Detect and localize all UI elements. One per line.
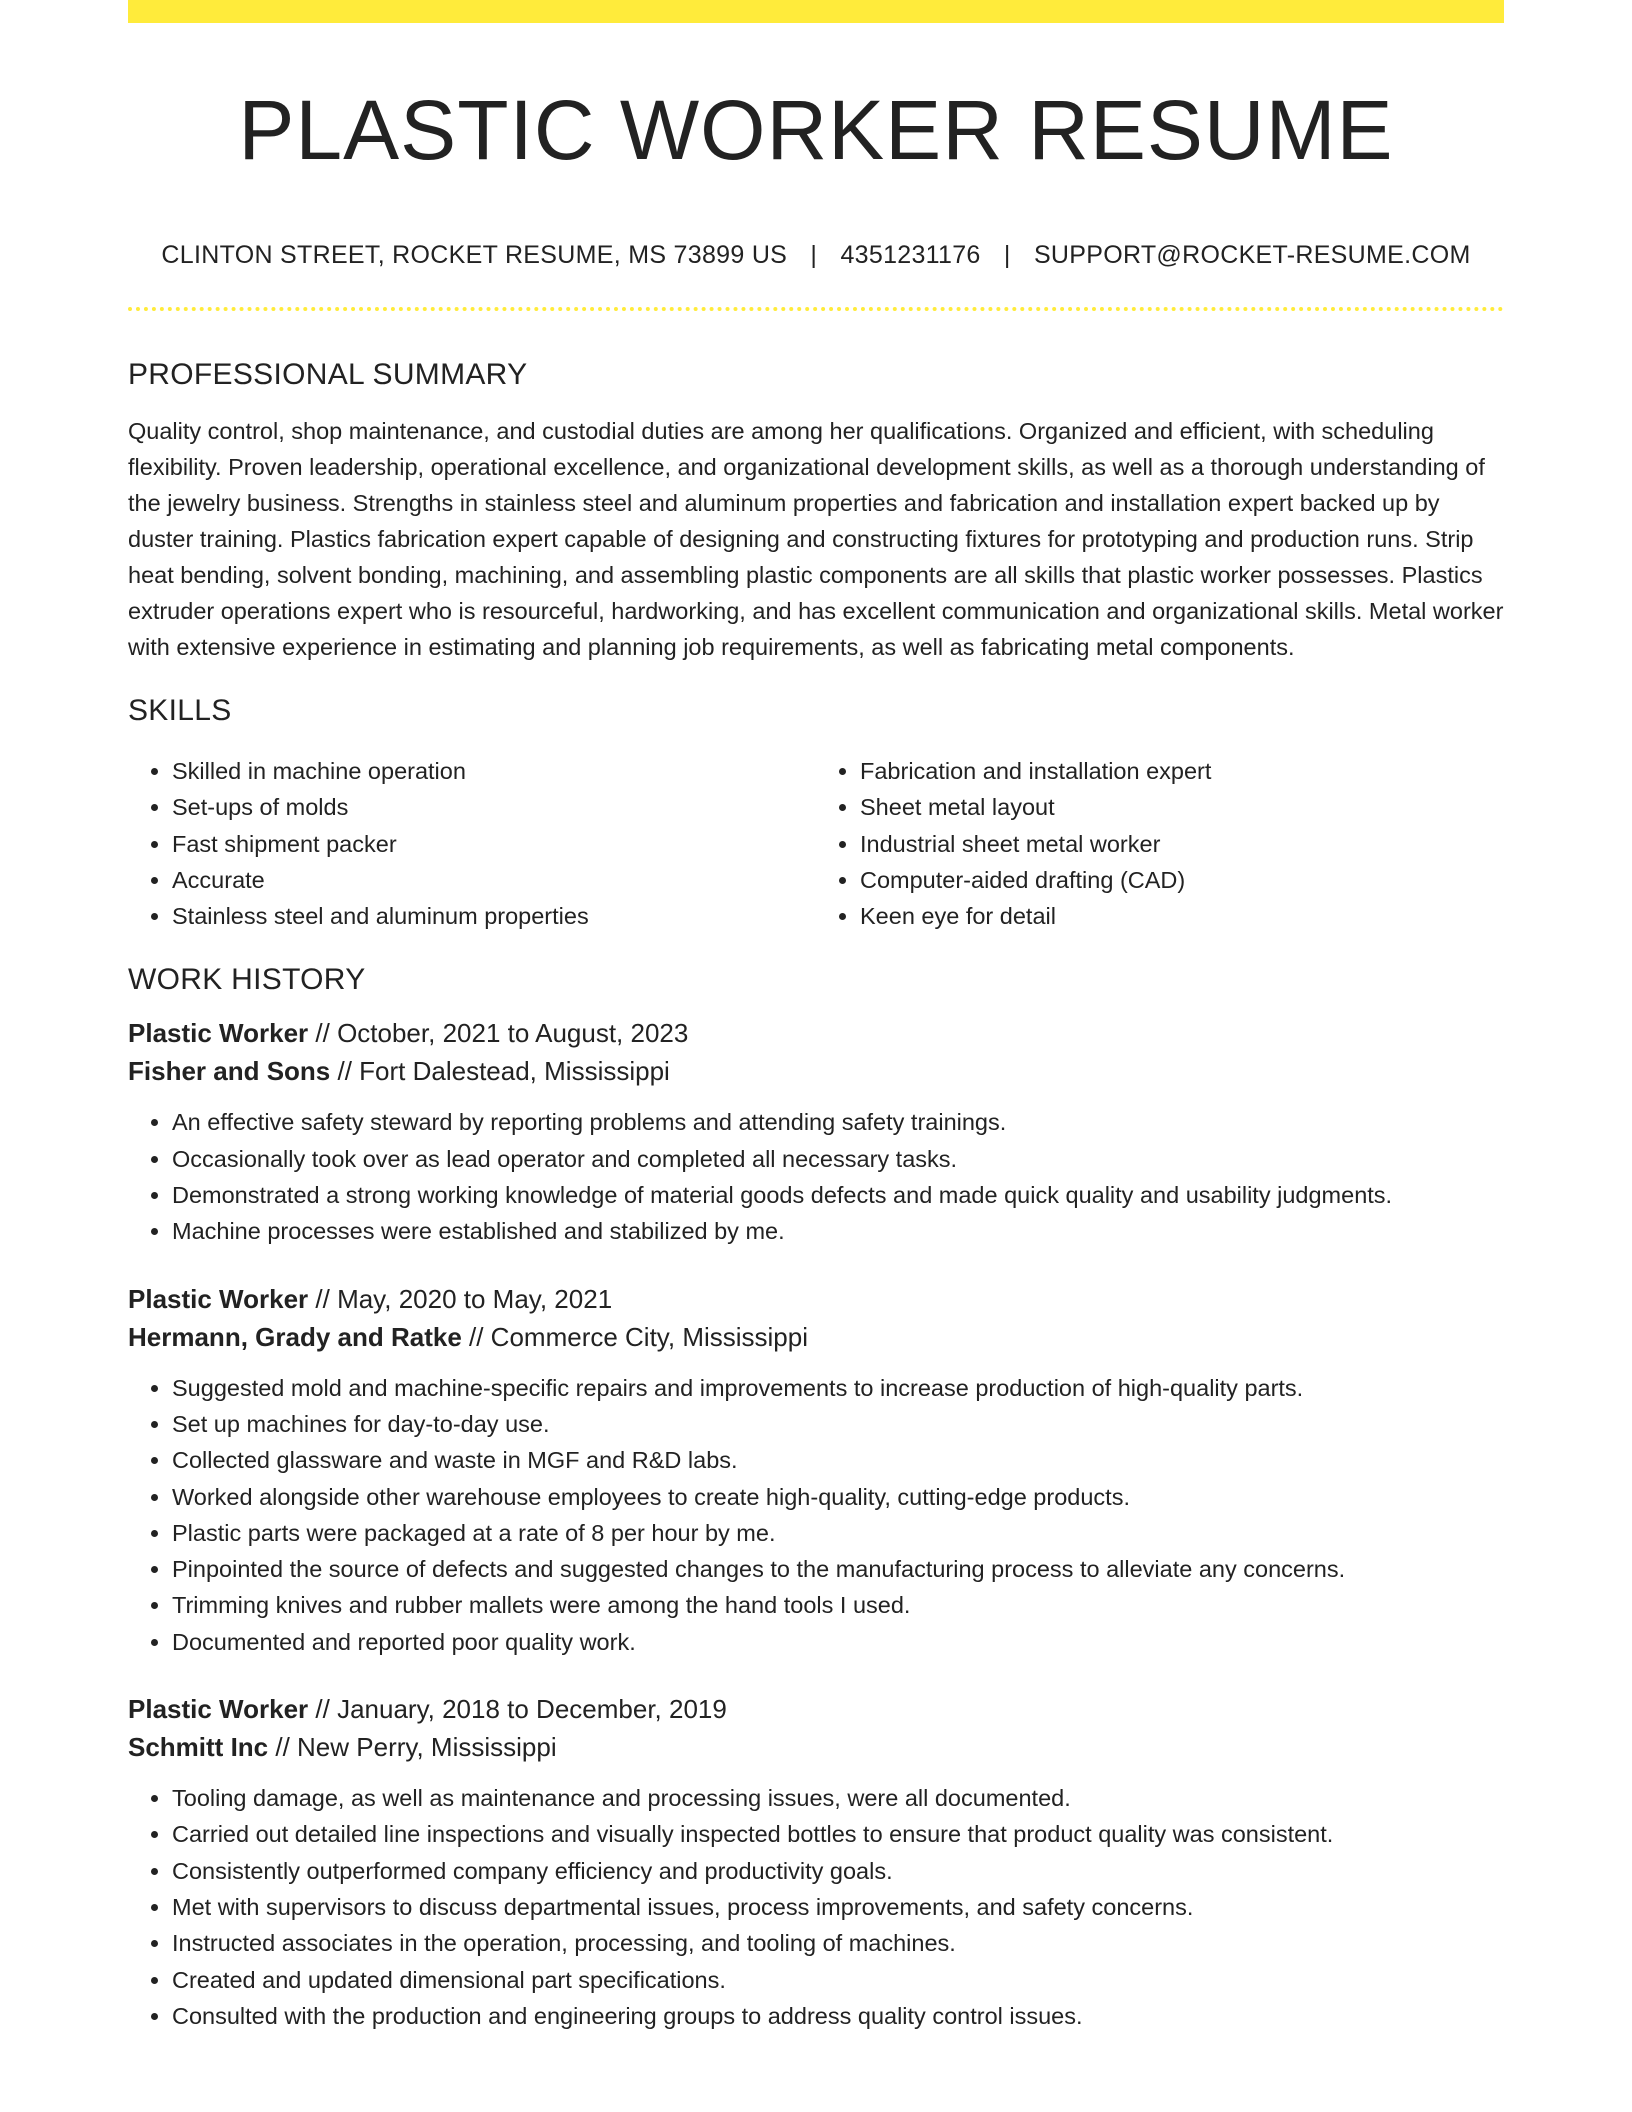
skills-list-right — [816, 753, 1504, 934]
skill-item: • Sheet metal layout — [860, 789, 1504, 825]
job-location: // Commerce City, Mississippi — [461, 1321, 809, 1352]
job-title: Plastic Worker — [128, 1694, 309, 1725]
job-bullet: • Met with supervisors to discuss departmental issues, process improvements, and safety concerns. — [172, 1889, 1504, 1925]
skill-item: • Stainless steel and aluminum properties — [172, 898, 816, 934]
contact-line — [0, 238, 1632, 272]
job-entry — [128, 1280, 1504, 1660]
job-bullet: • Plastic parts were packaged at a rate of 8 per hour by me. — [172, 1515, 1504, 1551]
job-bullet: • Created and updated dimensional part specifications. — [172, 1962, 1504, 1998]
resume-title: PLASTIC WORKER RESUME — [238, 83, 1394, 177]
summary-section — [128, 355, 1504, 665]
skill-item: • Keen eye for detail — [860, 898, 1504, 934]
resume-content — [128, 355, 1504, 2034]
job-bullet: • Occasionally took over as lead operator and completed all necessary tasks. — [172, 1141, 1504, 1177]
job-bullet: • An effective safety steward by reporting problems and attending safety trainings. — [172, 1104, 1504, 1140]
skills-section — [128, 691, 1504, 934]
job-bullet: • Worked alongside other warehouse employees to create high-quality, cutting-edge products. — [172, 1479, 1504, 1515]
job-company: Schmitt Inc — [128, 1732, 269, 1763]
job-bullet: • Instructed associates in the operation, processing, and tooling of machines. — [172, 1925, 1504, 1961]
job-bullets — [128, 1780, 1504, 2034]
skill-item: • Skilled in machine operation — [172, 753, 816, 789]
job-title-line — [128, 1690, 1504, 1728]
job-bullet: • Machine processes were established and stabilized by me. — [172, 1213, 1504, 1249]
contact-separator: | — [1003, 241, 1011, 269]
job-bullet: • Suggested mold and machine-specific repairs and improvements to increase production of high-quality parts. — [172, 1370, 1504, 1406]
job-bullet: • Pinpointed the source of defects and suggested changes to the manufacturing process to alleviate any concerns. — [172, 1551, 1504, 1587]
job-dates: // January, 2018 to December, 2019 — [308, 1694, 727, 1725]
job-entry — [128, 1690, 1504, 2034]
skill-item: • Fabrication and installation expert — [860, 753, 1504, 789]
job-location: // New Perry, Mississippi — [268, 1732, 557, 1763]
job-bullet: • Set up machines for day-to-day use. — [172, 1406, 1504, 1442]
dotted-divider — [128, 307, 1504, 311]
skill-item: • Industrial sheet metal worker — [860, 826, 1504, 862]
skills-list-left — [128, 753, 816, 934]
skill-item: • Computer-aided drafting (CAD) — [860, 862, 1504, 898]
skill-item: • Accurate — [172, 862, 816, 898]
job-dates: // October, 2021 to August, 2023 — [308, 1018, 689, 1049]
job-bullet: • Demonstrated a strong working knowledge of material goods defects and made quick quality and usability judgments. — [172, 1177, 1504, 1213]
job-bullet: • Collected glassware and waste in MGF and R&D labs. — [172, 1442, 1504, 1478]
job-bullet: • Trimming knives and rubber mallets were among the hand tools I used. — [172, 1587, 1504, 1623]
contact-phone: 4351231176 — [840, 241, 981, 269]
job-title-line — [128, 1014, 1504, 1052]
job-company-line — [128, 1318, 1504, 1356]
skill-item: • Fast shipment packer — [172, 826, 816, 862]
skill-item: • Set-ups of molds — [172, 789, 816, 825]
work-history-heading: WORK HISTORY — [128, 963, 366, 997]
job-bullet: • Tooling damage, as well as maintenance and processing issues, were all documented. — [172, 1780, 1504, 1816]
job-bullets — [128, 1104, 1504, 1249]
job-bullet: • Documented and reported poor quality work. — [172, 1624, 1504, 1660]
job-bullet: • Carried out detailed line inspections and visually inspected bottles to ensure that product quality was consistent. — [172, 1816, 1504, 1852]
contact-email: SUPPORT@ROCKET-RESUME.COM — [1033, 241, 1471, 269]
job-entry — [128, 1014, 1504, 1249]
job-company-line — [128, 1052, 1504, 1090]
accent-top-bar — [128, 0, 1504, 23]
work-history-section — [128, 960, 1504, 2034]
job-bullets — [128, 1370, 1504, 1660]
job-location: // Fort Dalestead, Mississippi — [330, 1056, 670, 1087]
contact-separator: | — [810, 241, 818, 269]
summary-heading: PROFESSIONAL SUMMARY — [128, 358, 528, 391]
job-company: Hermann, Grady and Ratke — [128, 1321, 462, 1352]
job-bullet: • Consistently outperformed company efficiency and productivity goals. — [172, 1853, 1504, 1889]
summary-text: Quality control, shop maintenance, and custodial duties are among her qualifications. Organized and efficient, with scheduling flexibility. Proven leadership, operational excellence, and organizational development skills, as well as a thorough understanding of the jewelry business. Strengths in stainless steel and aluminum properties and fabrication and installation expert backed up by duster training. Plastics fabrication expert capable of designing and constructing fixtures for prototyping and production runs. Strip heat bending, solvent bonding, machining, and assembling plastic components are all skills that plastic worker possesses. Plastics extruder operations expert who is resourceful, hardworking, and has excellent communication and organizational skills. Metal worker with extensive experience in estimating and planning job requirements, as well as fabricating metal components. — [128, 418, 1504, 660]
job-title: Plastic Worker — [128, 1283, 309, 1314]
job-bullet: • Consulted with the production and engineering groups to address quality control issues. — [172, 1998, 1504, 2034]
job-title-line — [128, 1280, 1504, 1318]
job-company-line — [128, 1728, 1504, 1766]
job-company: Fisher and Sons — [128, 1056, 331, 1087]
job-title: Plastic Worker — [128, 1018, 309, 1049]
skills-columns — [128, 753, 1504, 934]
contact-address: CLINTON STREET, ROCKET RESUME, MS 73899 US — [161, 241, 788, 269]
job-dates: // May, 2020 to May, 2021 — [308, 1283, 613, 1314]
skills-heading: SKILLS — [128, 694, 232, 727]
